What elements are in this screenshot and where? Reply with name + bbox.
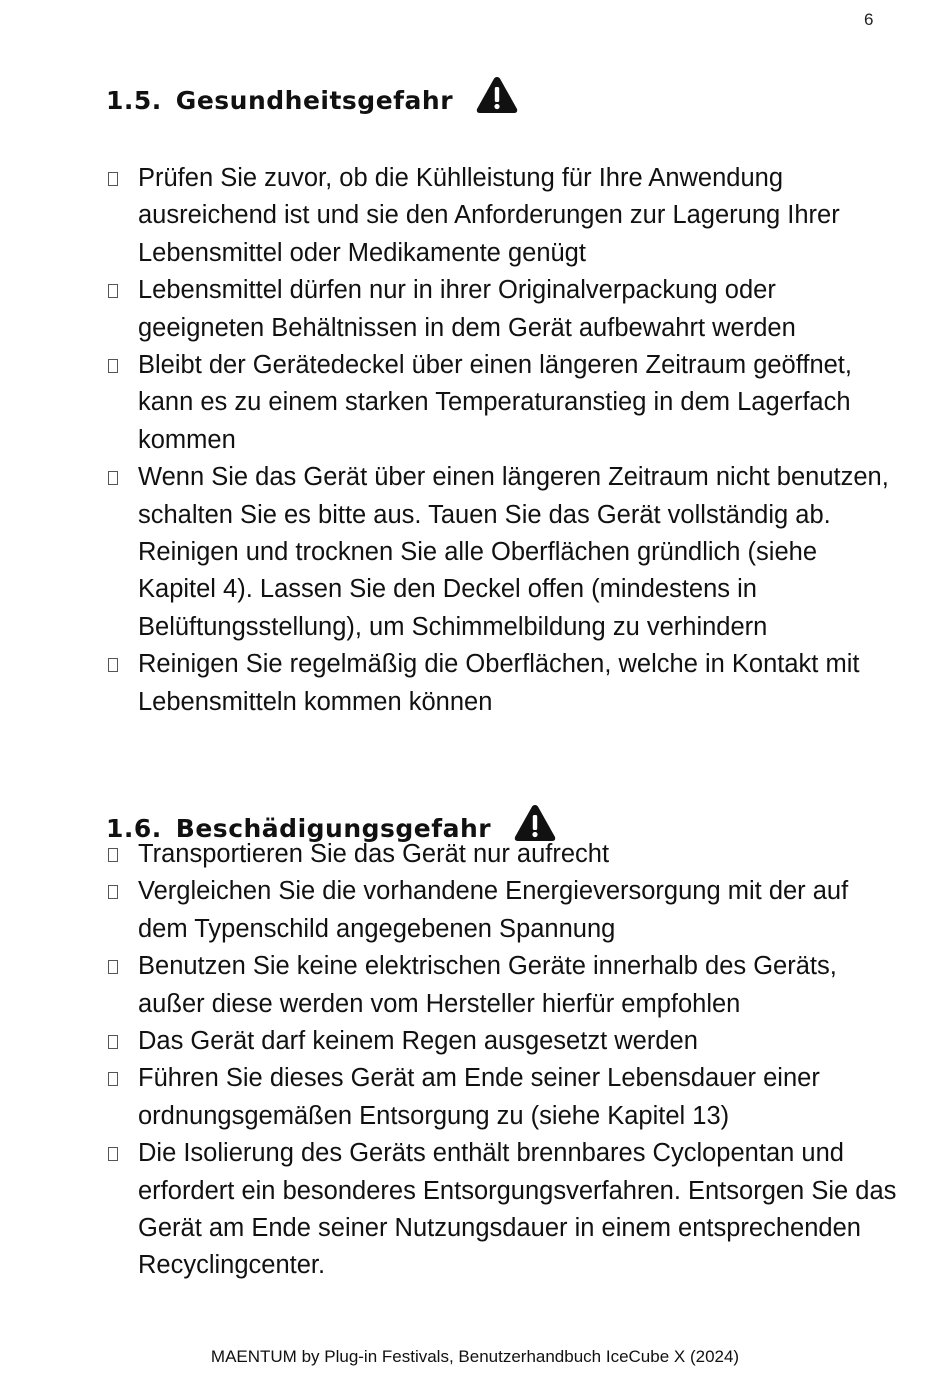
bullet-box-icon: [108, 1147, 118, 1161]
section-number: 1.6.: [106, 813, 162, 843]
bullet-box-icon: [108, 848, 118, 862]
bullet-box-icon: [108, 1035, 118, 1049]
list-item: [106, 459, 898, 646]
list-item-text: Prüfen Sie zuvor, ob die Kühlleistung für Ihre Anwendung ausreichend ist und sie den Anforderungen zur Lagerung Ihrer Lebensmittel oder Medikamente genügt: [138, 164, 840, 267]
bullet-box-icon: [108, 885, 118, 899]
bullet-box-icon: [108, 1072, 118, 1086]
list-item-text: Lebensmittel dürfen nur in ihrer Originalverpackung oder geeigneten Behältnissen in dem Gerät aufbewahrt werden: [138, 276, 796, 342]
list-item: [106, 646, 898, 721]
page-footer: MAENTUM by Plug-in Festivals, Benutzerhandbuch IceCube X (2024): [210, 1347, 740, 1366]
list-item-text: Bleibt der Gerätedeckel über einen längeren Zeitraum geöffnet, kann es zu einem starken Temperaturanstieg in dem Lagerfach kommen: [138, 351, 852, 454]
bullet-box-icon: [108, 471, 118, 485]
list-item-text: Die Isolierung des Geräts enthält brennbares Cyclopentan und erfordert ein besonderes Entsorgungsverfahren. Entsorgen Sie das Gerät am Ende seiner Nutzungsdauer in einem entsprechenden Recyclingcenter.: [138, 1139, 897, 1280]
list-item: [106, 272, 898, 347]
bullet-box-icon: [108, 658, 118, 672]
section-beschaedigungsgefahr: [106, 800, 906, 1285]
list-item-text: Benutzen Sie keine elektrischen Geräte innerhalb des Geräts, außer diese werden vom Hersteller hierfür empfohlen: [138, 952, 837, 1018]
list-item: [106, 836, 898, 873]
page-number: 6: [864, 10, 874, 29]
list-item-text: Wenn Sie das Gerät über einen längeren Zeitraum nicht benutzen, schalten Sie es bitte aus. Tauen Sie das Gerät vollständig ab. Reinigen und trocknen Sie alle Oberflächen gründlich (siehe Kapitel 4). Lassen Sie den Deckel offen (mindestens in Belüftungsstellung), um Schimmelbildung zu verhindern: [138, 463, 889, 641]
bullet-list: [106, 836, 906, 1285]
bullet-box-icon: [108, 359, 118, 373]
list-item: [106, 1060, 898, 1135]
list-item: [106, 1023, 898, 1060]
section-heading: [106, 72, 906, 128]
list-item: [106, 160, 898, 272]
bullet-box-icon: [108, 960, 118, 974]
list-item-text: Transportieren Sie das Gerät nur aufrecht: [138, 840, 610, 868]
section-title: Gesundheitsgefahr: [175, 85, 454, 115]
bullet-list: [106, 160, 906, 721]
list-item: [106, 873, 898, 948]
warning-triangle-icon: [475, 75, 519, 115]
bullet-box-icon: [108, 284, 118, 298]
list-item-text: Das Gerät darf keinem Regen ausgesetzt werden: [138, 1027, 698, 1056]
list-item-text: Vergleichen Sie die vorhandene Energieversorgung mit der auf dem Typenschild angegebenen Spannung: [138, 877, 849, 943]
list-item-text: Reinigen Sie regelmäßig die Oberflächen, welche in Kontakt mit Lebensmitteln kommen können: [138, 650, 860, 716]
list-item: [106, 948, 898, 1023]
section-number: 1.5.: [106, 85, 162, 115]
section-gesundheitsgefahr: [106, 72, 906, 721]
list-item: [106, 347, 898, 459]
bullet-box-icon: [108, 172, 118, 186]
section-title: Beschädigungsgefahr: [175, 813, 492, 843]
list-item-text: Führen Sie dieses Gerät am Ende seiner Lebensdauer einer ordnungsgemäßen Entsorgung zu (siehe Kapitel 13): [138, 1064, 820, 1130]
list-item: [106, 1135, 898, 1285]
